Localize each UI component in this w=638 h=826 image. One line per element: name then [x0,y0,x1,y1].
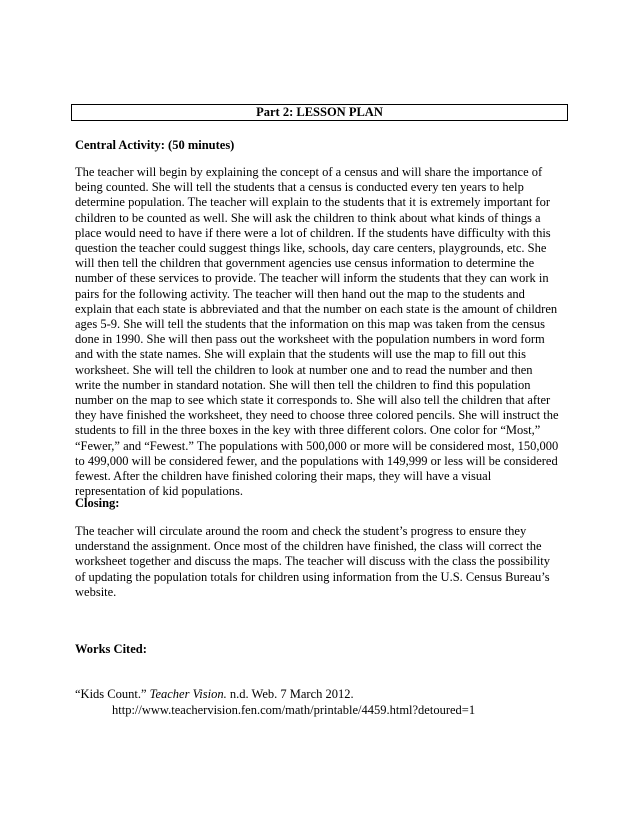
central-activity-heading: Central Activity: (50 minutes) [75,138,235,152]
central-activity-paragraph [75,165,567,499]
paragraph-line: students to fill in the three boxes in the key with three different colors. One color for “Most,” [75,423,541,438]
paragraph-line: website. [75,584,117,599]
paragraph-line: question the teacher could suggest things like, schools, day care centers, playgrounds, etc. She [75,241,547,256]
paragraph-line: The teacher will begin by explaining the concept of a census and will share the importance of [75,165,543,179]
citation-title: Teacher Vision. [149,687,227,701]
paragraph-line: being counted. She will tell the students that a census is conducted every ten years to help [75,180,524,195]
paragraph-line: fewest. After the children have finished coloring their maps, they will have a visual [75,469,492,484]
paragraph-line: “Fewer,” and “Fewest.” The populations with 500,000 or more will be considered most, 150,000 [75,438,559,453]
paragraph-line: explain that each state is abbreviated and that the number on each state is the amount of children [75,301,558,316]
citation-prefix: “Kids Count.” [75,687,150,701]
paragraph-line: The teacher will circulate around the room and check the student’s progress to ensure they [75,524,527,538]
paragraph-line: children to be counted as well. She will ask the children to think about what kinds of things a [75,210,541,225]
citation-suffix: n.d. Web. 7 March 2012. [226,687,354,701]
citation-entry [75,686,567,718]
paragraph-line: they have finished the worksheet, they need to choose three colored pencils. She will instruct the [75,408,559,423]
paragraph-line: pairs for the following activity. The teacher will then hand out the map to the students and [75,286,525,301]
citation-line [75,686,567,702]
paragraph-line: to 499,000 will be considered fewer, and the populations with 149,999 or less will be considered [75,453,558,468]
paragraph-line: done in 1990. She will then pass out the worksheet with the population numbers in word form [75,332,545,347]
paragraph-line: representation of kid populations. [75,484,244,499]
paragraph-line: understand the assignment. Once most of the children have finished, the class will correct the [75,539,542,554]
paragraph-line: ages 5-9. She will tell the students that the information on this map was taken from the census [75,317,546,332]
works-cited-heading: Works Cited: [75,642,147,656]
section-header: Part 2: LESSON PLAN [71,104,568,121]
paragraph-line: will then tell the children that government agencies use census information to determine the [75,256,535,271]
paragraph-line: place would need to have if there were a lot of children. If the students have difficulty with this [75,225,551,240]
citation-url[interactable]: http://www.teachervision.fen.com/math/printable/4459.html?detoured=1 [112,703,476,717]
paragraph-line: of updating the population totals for children using information from the U.S. Census Bureau’s [75,569,550,584]
paragraph-line: determine population. The teacher will explain to the students that it is extremely important for [75,195,550,210]
paragraph-line: and with the state names. She will explain that the students will use the map to fill out this [75,347,526,362]
paragraph-line: worksheet together and discuss the maps. The teacher will discuss with the class the possibility [75,554,551,569]
paragraph-line: number on the map to see which state it corresponds to. She will also tell the children that after [75,393,551,408]
closing-heading: Closing: [75,496,120,510]
paragraph-line: number of these services to provide. The teacher will inform the students that they can work in [75,271,549,286]
closing-paragraph [75,524,567,600]
paragraph-line: write the number in standard notation. She will then tell the children to find this population [75,377,531,392]
paragraph-line: worksheet. She will tell the children to look at number one and to read the number and then [75,362,533,377]
